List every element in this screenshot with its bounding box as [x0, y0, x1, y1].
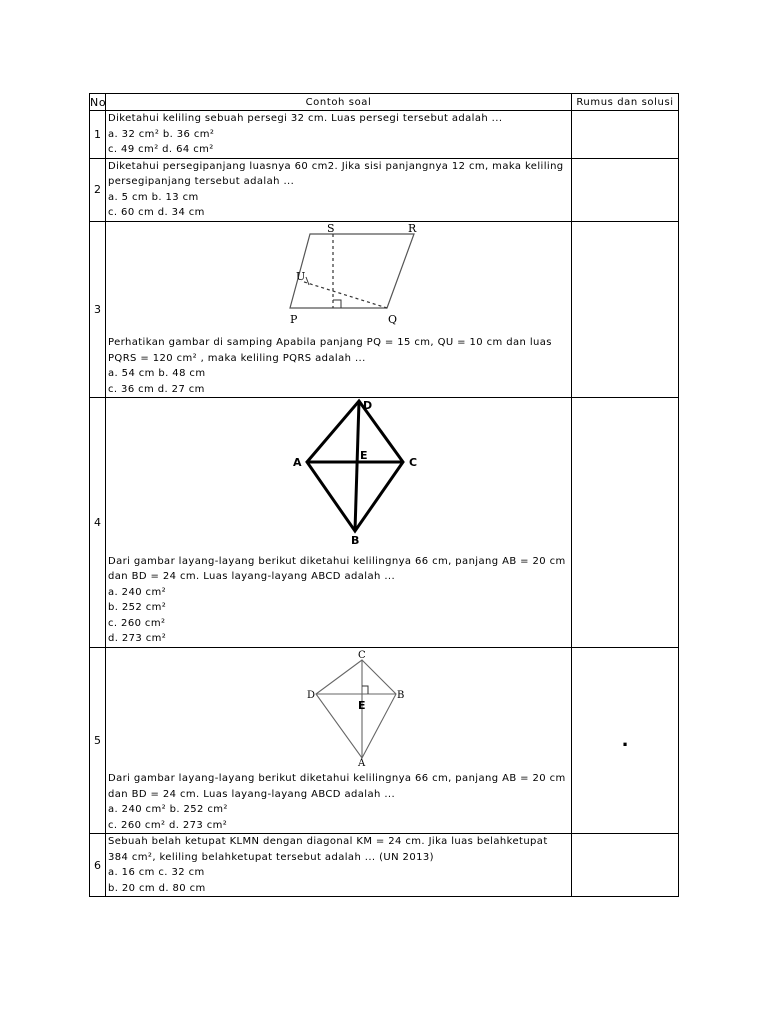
- label-s: S: [326, 221, 335, 235]
- header-solution: Rumus dan solusi: [572, 94, 679, 111]
- question-text: Diketahui keliling sebuah persegi 32 cm. Luas persegi tersebut adalah ...: [108, 113, 503, 124]
- label-u: U: [295, 269, 306, 283]
- answer-options: a. 240 cm² b. 252 cm²: [108, 804, 228, 815]
- answer-options: a. 32 cm² b. 36 cm²: [108, 128, 215, 140]
- label-c: C: [357, 649, 366, 661]
- label-b: B: [396, 689, 405, 701]
- question-text: Dari gambar layang-layang berikut diketahui kelilingnya 66 cm, panjang AB = 20 cm dan BD = 24 cm. Luas layang-layang ABCD adalah ...: [108, 555, 566, 582]
- solution-cell: [572, 158, 679, 221]
- question-cell: [106, 398, 572, 648]
- question-cell: [106, 221, 572, 398]
- solution-cell: [572, 834, 679, 897]
- table-row: [90, 111, 679, 159]
- table-row: [90, 398, 679, 648]
- question-cell: [106, 158, 572, 221]
- question-cell: [106, 647, 572, 834]
- label-p: P: [289, 312, 298, 326]
- solution-mark: .: [621, 729, 629, 751]
- label-e: E: [357, 698, 366, 712]
- answer-options: a. 5 cm b. 13 cm: [108, 191, 199, 203]
- label-a: A: [357, 757, 366, 766]
- row-number: 5: [90, 647, 106, 834]
- row-number: 4: [90, 398, 106, 648]
- table-row: [90, 221, 679, 398]
- answer-options: a. 16 cm c. 32 cm: [108, 867, 205, 878]
- table-row: [90, 158, 679, 221]
- answer-options: c. 60 cm d. 34 cm: [108, 207, 205, 218]
- row-number: 1: [90, 111, 106, 159]
- kite-figure: [108, 648, 571, 772]
- answer-options: c. 260 cm²: [108, 617, 166, 629]
- label-e: E: [359, 449, 368, 462]
- label-r: R: [407, 221, 417, 235]
- solution-cell: [572, 221, 679, 398]
- exercise-table: [89, 93, 679, 897]
- solution-cell: [572, 398, 679, 648]
- answer-options: b. 20 cm d. 80 cm: [108, 882, 206, 894]
- question-cell: [106, 111, 572, 159]
- table-row: [90, 647, 679, 834]
- kite-figure-bold: [108, 398, 571, 554]
- label-d: D: [362, 399, 373, 412]
- question-text: Diketahui persegipanjang luasnya 60 cm2. Jika sisi panjangnya 12 cm, maka keliling persegipanjang tersebut adalah ...: [108, 160, 564, 187]
- question-text: Dari gambar layang-layang berikut diketahui kelilingnya 66 cm, panjang AB = 20 cm dan BD = 24 cm. Luas layang-layang ABCD adalah ...: [108, 773, 566, 800]
- answer-options: c. 36 cm d. 27 cm: [108, 383, 205, 395]
- label-d: D: [306, 689, 315, 701]
- solution-cell: [572, 647, 679, 834]
- question-text: Perhatikan gambar di samping Apabila panjang PQ = 15 cm, QU = 10 cm dan luas PQRS = 120 cm² , maka keliling PQRS adalah ...: [108, 337, 552, 364]
- header-example: Contoh soal: [106, 94, 572, 111]
- answer-options: c. 260 cm² d. 273 cm²: [108, 819, 228, 831]
- row-number: 3: [90, 221, 106, 398]
- header-row: [90, 94, 679, 111]
- parallelogram-figure: [108, 222, 571, 336]
- label-c: C: [408, 456, 417, 469]
- label-b: B: [350, 534, 360, 547]
- table-row: [90, 834, 679, 897]
- header-no: No: [90, 95, 107, 109]
- label-a: A: [292, 456, 302, 469]
- answer-options: c. 49 cm² d. 64 cm²: [108, 144, 214, 155]
- question-cell: [106, 834, 572, 897]
- label-q: Q: [387, 312, 397, 326]
- question-text: Sebuah belah ketupat KLMN dengan diagonal KM = 24 cm. Jika luas belahketupat 384 cm², keliling belahketupat tersebut adalah ... (UN 2013): [108, 836, 548, 863]
- row-number: 2: [90, 158, 106, 221]
- answer-options: a. 240 cm²: [108, 586, 166, 598]
- answer-options: a. 54 cm b. 48 cm: [108, 368, 206, 379]
- row-number: 6: [90, 834, 106, 897]
- solution-cell: [572, 111, 679, 159]
- answer-options: b. 252 cm²: [108, 602, 167, 613]
- answer-options: d. 273 cm²: [108, 633, 167, 644]
